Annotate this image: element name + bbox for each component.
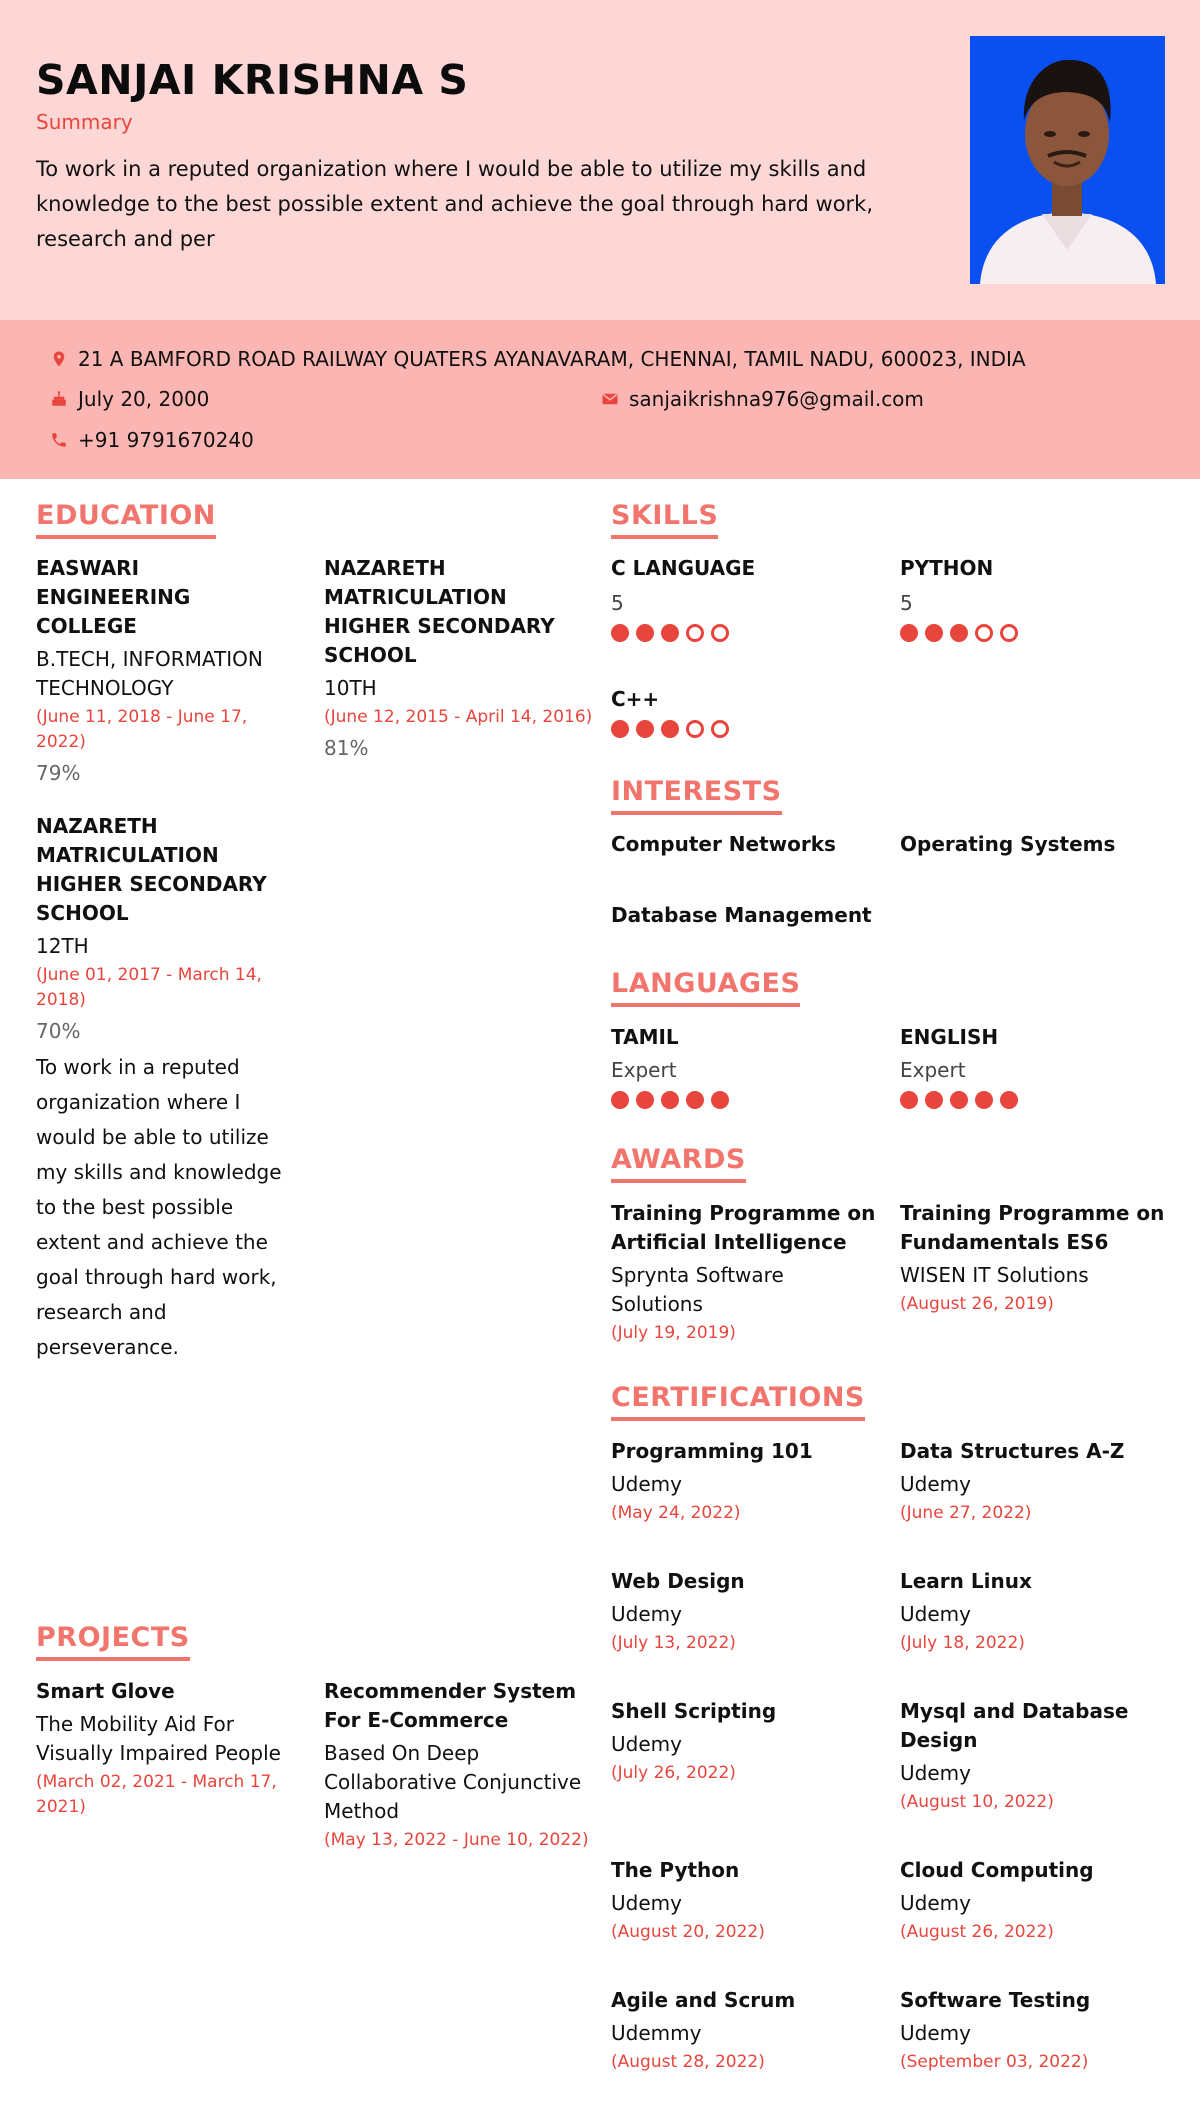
education-date: (June 01, 2017 - March 14, 2018)	[36, 965, 262, 1010]
skill-item	[611, 685, 871, 738]
education-school: NAZARETH MATRICULATION HIGHER SECONDARY SCHOOL	[36, 814, 267, 925]
phone-text: +91 9791670240	[78, 428, 254, 452]
project-date: (March 02, 2021 - March 17, 2021)	[36, 1772, 277, 1817]
education-school: EASWARI ENGINEERING COLLEGE	[36, 556, 191, 638]
address-text: 21 A BAMFORD ROAD RAILWAY QUATERS AYANAVARAM, CHENNAI, TAMIL NADU, 600023, INDIA	[78, 347, 1026, 371]
award-date: (July 19, 2019)	[611, 1323, 736, 1343]
profile-photo-illustration	[970, 36, 1165, 284]
awards-title: AWARDS	[611, 1144, 746, 1183]
certification-item	[900, 1856, 1170, 1945]
education-date: (June 12, 2015 - April 14, 2016)	[324, 707, 593, 727]
certification-name: Mysql and Database Design	[900, 1699, 1129, 1752]
contact-bar	[0, 320, 1200, 479]
rating-dot-filled	[611, 624, 629, 642]
skill-name: C++	[611, 687, 660, 711]
resume-header	[0, 0, 1200, 320]
certification-item	[900, 1986, 1170, 2075]
award-item	[611, 1199, 881, 1346]
certification-name: Web Design	[611, 1569, 745, 1593]
award-item	[900, 1199, 1170, 1317]
rating-dot-empty	[711, 624, 729, 642]
email-text[interactable]: sanjaikrishna976@gmail.com	[629, 387, 924, 411]
certification-issuer: Udemmy	[611, 2021, 702, 2045]
certification-issuer: Udemy	[611, 1472, 682, 1496]
birthday-text: July 20, 2000	[78, 387, 210, 411]
email-icon	[601, 390, 619, 408]
rating-dot-empty	[711, 720, 729, 738]
projects-title: PROJECTS	[36, 1622, 190, 1661]
award-name: Training Programme on Artificial Intelligence	[611, 1201, 876, 1254]
certification-name: Learn Linux	[900, 1569, 1032, 1593]
certification-date: (May 24, 2022)	[611, 1503, 741, 1523]
interest-item: Database Management	[611, 903, 872, 927]
education-degree: 10TH	[324, 676, 377, 700]
certification-item	[900, 1437, 1170, 1526]
language-level: Expert	[900, 1058, 966, 1082]
skill-rating	[900, 624, 1160, 642]
education-item	[36, 812, 292, 1365]
certification-issuer: Udemy	[611, 1891, 682, 1915]
project-item	[324, 1677, 594, 1853]
skill-name: PYTHON	[900, 556, 994, 580]
certification-date: (August 26, 2022)	[900, 1922, 1054, 1942]
education-degree: 12TH	[36, 934, 89, 958]
language-name: TAMIL	[611, 1025, 679, 1049]
certification-name: Cloud Computing	[900, 1858, 1094, 1882]
certification-item	[611, 1986, 881, 2075]
rating-dot-filled	[636, 624, 654, 642]
certification-name: Data Structures A-Z	[900, 1439, 1125, 1463]
rating-dot-filled	[636, 1091, 654, 1109]
certification-date: (July 26, 2022)	[611, 1763, 736, 1783]
certification-name: The Python	[611, 1858, 740, 1882]
education-description: To work in a reputed organization where I would be able to utilize my skills and knowledge to the best possible extent and achieve the goal through hard work, research and perseverance.	[36, 1055, 282, 1359]
certification-issuer: Udemy	[900, 1602, 971, 1626]
location-pin-icon	[50, 350, 68, 368]
skill-item	[900, 554, 1160, 642]
award-issuer: Sprynta Software Solutions	[611, 1263, 784, 1316]
certification-item	[900, 1567, 1170, 1656]
rating-dot-filled	[900, 624, 918, 642]
profile-photo	[970, 36, 1165, 284]
language-rating	[900, 1091, 1160, 1109]
rating-dot-filled	[1000, 1091, 1018, 1109]
skill-value: 5	[611, 591, 624, 615]
language-level: Expert	[611, 1058, 677, 1082]
skill-value: 5	[900, 591, 913, 615]
project-date: (May 13, 2022 - June 10, 2022)	[324, 1830, 589, 1850]
language-item	[900, 1023, 1160, 1109]
phone-row	[50, 428, 254, 452]
rating-dot-filled	[950, 624, 968, 642]
certification-item	[611, 1437, 881, 1526]
summary-label: Summary	[36, 110, 133, 134]
rating-dot-filled	[686, 1091, 704, 1109]
interest-item: Operating Systems	[900, 832, 1116, 856]
candidate-name: SANJAI KRISHNA S	[36, 56, 469, 104]
rating-dot-filled	[900, 1091, 918, 1109]
summary-text: To work in a reputed organization where I would be able to utilize my skills and knowledge to the best possible extent and achieve the goal through hard work, research and per	[36, 157, 874, 251]
education-item	[36, 554, 292, 788]
rating-dot-filled	[661, 624, 679, 642]
skill-rating	[611, 720, 871, 738]
education-school: NAZARETH MATRICULATION HIGHER SECONDARY SCHOOL	[324, 556, 555, 667]
interest-item: Computer Networks	[611, 832, 836, 856]
rating-dot-empty	[686, 720, 704, 738]
certification-issuer: Udemy	[900, 2021, 971, 2045]
certifications-title: CERTIFICATIONS	[611, 1382, 865, 1421]
rating-dot-filled	[636, 720, 654, 738]
skill-item	[611, 554, 871, 642]
certification-issuer: Udemy	[900, 1472, 971, 1496]
rating-dot-empty	[975, 624, 993, 642]
email-row	[601, 387, 924, 411]
certification-date: (August 20, 2022)	[611, 1922, 765, 1942]
education-date: (June 11, 2018 - June 17, 2022)	[36, 707, 248, 752]
interests-title: INTERESTS	[611, 776, 782, 815]
certification-date: (August 10, 2022)	[900, 1792, 1054, 1812]
rating-dot-filled	[925, 624, 943, 642]
skills-title: SKILLS	[611, 500, 718, 539]
rating-dot-filled	[611, 1091, 629, 1109]
rating-dot-empty	[1000, 624, 1018, 642]
rating-dot-filled	[950, 1091, 968, 1109]
certification-name: Shell Scripting	[611, 1699, 777, 1723]
languages-title: LANGUAGES	[611, 968, 800, 1007]
award-name: Training Programme on Fundamentals ES6	[900, 1201, 1165, 1254]
certification-issuer: Udemy	[611, 1602, 682, 1626]
project-name: Smart Glove	[36, 1679, 175, 1703]
certification-date: (July 13, 2022)	[611, 1633, 736, 1653]
education-score: 79%	[36, 761, 81, 785]
project-description: Based On Deep Collaborative Conjunctive Method	[324, 1741, 582, 1823]
certification-date: (August 28, 2022)	[611, 2052, 765, 2072]
certification-item	[611, 1567, 881, 1656]
rating-dot-filled	[611, 720, 629, 738]
birthday-row	[50, 387, 209, 411]
rating-dot-filled	[711, 1091, 729, 1109]
education-title: EDUCATION	[36, 500, 216, 539]
language-item	[611, 1023, 871, 1109]
education-degree: B.TECH, INFORMATION TECHNOLOGY	[36, 647, 263, 700]
phone-icon	[50, 431, 68, 449]
certification-issuer: Udemy	[900, 1891, 971, 1915]
certification-name: Agile and Scrum	[611, 1988, 796, 2012]
birthday-cake-icon	[50, 390, 68, 408]
certification-name: Software Testing	[900, 1988, 1091, 2012]
project-name: Recommender System For E-Commerce	[324, 1679, 577, 1732]
award-date: (August 26, 2019)	[900, 1294, 1054, 1314]
skill-name: C LANGUAGE	[611, 556, 756, 580]
certification-item	[900, 1697, 1170, 1815]
certification-item	[611, 1856, 881, 1945]
language-name: ENGLISH	[900, 1025, 999, 1049]
rating-dot-filled	[975, 1091, 993, 1109]
certification-date: (June 27, 2022)	[900, 1503, 1032, 1523]
certification-issuer: Udemy	[611, 1732, 682, 1756]
education-item	[324, 554, 594, 763]
skill-rating	[611, 624, 871, 642]
rating-dot-filled	[661, 720, 679, 738]
address-row	[50, 347, 1026, 371]
education-score: 81%	[324, 736, 369, 760]
rating-dot-filled	[925, 1091, 943, 1109]
certification-date: (September 03, 2022)	[900, 2052, 1089, 2072]
project-item	[36, 1677, 296, 1820]
education-score: 70%	[36, 1019, 81, 1043]
award-issuer: WISEN IT Solutions	[900, 1263, 1089, 1287]
certification-issuer: Udemy	[900, 1761, 971, 1785]
language-rating	[611, 1091, 871, 1109]
certification-item	[611, 1697, 881, 1786]
certification-name: Programming 101	[611, 1439, 813, 1463]
rating-dot-filled	[661, 1091, 679, 1109]
certification-date: (July 18, 2022)	[900, 1633, 1025, 1653]
project-description: The Mobility Aid For Visually Impaired People	[36, 1712, 281, 1765]
rating-dot-empty	[686, 624, 704, 642]
